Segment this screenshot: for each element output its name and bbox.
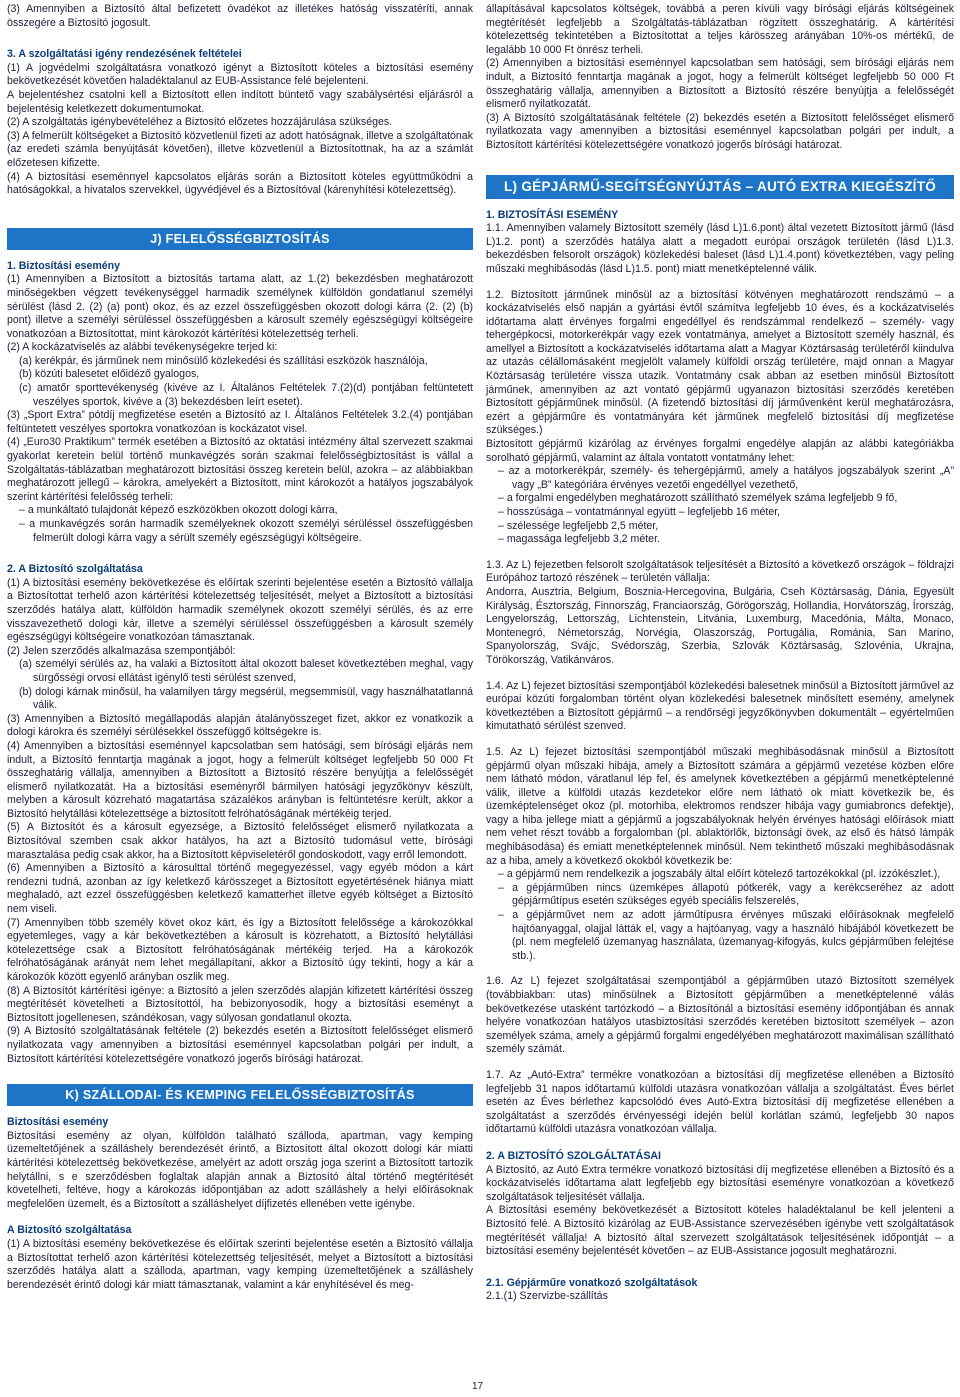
k-title: Biztosítási esemény: [7, 1116, 109, 1129]
j1-d1: – a munkáltató tulajdonát képező eszközökben okozott dologi kárra,: [19, 504, 338, 517]
k-p1: Biztosítási esemény az olyan, külföldön található szálloda, apartman, vagy kemping üzemeltetőjének a szálláshely berendezését érintő, a Biztosított által okozott dologi kár miatti kártérítési kötelezettség bekövetkezése, amelyért az adott ország joga szerint a Biztosított tartozik helytállni, s e szerződésben foglaltak alapján annak a Biztosító által történő megtérítését követelheti, feltéve, hogy a károkozás időpontjában az adott szálláshely a helyi előírásoknak megfelelően üzemelt, és a Biztosított a szálláshelyet díjfizetés ellenében vette igénybe.: [7, 1129, 473, 1210]
l12-d5: – magassága legfeljebb 3,2 méter.: [498, 533, 660, 546]
j1-p2: (2) A kockázatviselés az alábbi tevékenységekre terjed ki:: [7, 341, 278, 354]
j1-a: (a) kerékpár, és járműnek nem minősülő közlekedési és szállítási eszközök használója,: [19, 354, 428, 367]
j2-title: 2. A Biztosító szolgáltatása: [7, 563, 143, 576]
j2-p9: (9) A Biztosító szolgáltatásának feltétele (2) bekezdés esetén a Biztosított felelősséget elismerő nyilatkozata vagy amennyiben a biztosítási eseménnyel kapcsolatban polgári per indult, a Biztosított kártérítési kötelezettségére vonatkozó jogerős bírósági határozat.: [7, 1025, 473, 1065]
section-l-banner: L) GÉPJÁRMŰ-SEGÍTSÉGNYÚJTÁS – AUTÓ EXTRA KIEGÉSZÍTŐ TERMÉK: [486, 175, 954, 199]
l2-p2: A Biztosítási esemény bekövetkezését a Biztosított köteles haladéktalanul be kell jelenteni a Biztosító felé. A Biztosító kizárólag az EUB-Assistance szervezésében igénybe vett szolgáltatások megtérítését vállalja! A biztosító által szervezett szolgáltatások teljesítésének időpontját – a biztosítási esemény bejelentését követően – az EUB-Assistance jogosult meghatározni.: [486, 1204, 954, 1258]
j1-p4: (4) „Euro30 Praktikum” termék esetében a Biztosító az oktatási intézmény által szervezett szakmai gyakorlat keretein belül történő munkavégzés során szakmai felelősségbiztosítást is vállal a Szolgáltatás-táblázatban meghatározott biztosítási összeg keretein belül, azokra – az alábbiakban meghatározott jellegű – károkra, amelyekért a Biztosított, mint károkozót a hatályos jogszabályok szerint kártérítési felelősség terheli:: [7, 436, 473, 503]
k2-title: A Biztosító szolgáltatása: [7, 1224, 132, 1237]
left-column: [7, 0, 473, 1292]
l21-title: 2.1. Gépjárműre vonatkozó szolgáltatások: [486, 1276, 698, 1289]
l2-title: 2. A BIZTOSÍTÓ SZOLGÁLTATÁSAI: [486, 1149, 661, 1162]
j2-p6: (6) Amennyiben a Biztosító a károsulttal történő megegyezéssel, vagy egyéb módon a kárt rendezni tudná, azonban az így keletkező kárösszeget a Biztosított egyetértésének hiánya miatt meghaladó, azt ezzel összefüggésben keletkező kamatterhet illetve egyéb költséget a Biztosító nem viseli.: [7, 862, 473, 916]
l11: 1.1. Amennyiben valamely Biztosított személy (lásd L)1.6.pont) által vezetett Biztosított jármű (lásd L)1.2. pont) a szerződés hatálya alatt a megadott európai országok területén (lásd L)1.3. bekezdésben felsorolt országok) közlekedési baleset (lásd L)1.4.pont) következtében, vagy peling műszaki meghibásodás (lásd L)1.5. pont) miatt menetképtelenné válik.: [486, 222, 954, 275]
k2-p1: (1) A biztosítási esemény bekövetkezése és előírtak szerinti bejelentése esetén a Biztosító vállalja a Biztosítottat terhelő azon kártérítési kötelezettség teljesítését, melyet a Biztosított a biztosítási szerződés hatálya alatt a szálloda, apartman, vagy kemping üzemeltetőjének a szálláshely berendezését érintő dologi kár miatt támasztanak, valamint a kár enyhítésével és meg-: [7, 1237, 473, 1291]
s3-p1b: A bejelentéshez csatolni kell a Biztosított ellen indított büntető vagy szabálysértési eljárásról a bejelentésig keletkezett dokumentumokat.: [7, 88, 473, 115]
l12b: Biztosított gépjármű kizárólag az érvényes forgalmi engedélye alapján az alábbi kategóriákba sorolható gépjármű, valamint az általa vontatott vontatmány lehet:: [486, 438, 954, 464]
section-3-title: 3. A szolgáltatási igény rendezésének feltételei: [7, 48, 242, 61]
s3-p4: (4) A biztosítási eseménnyel kapcsolatos eljárás során a Biztosított köteles együttműködni a hatóságokkal, a hivatalos szervekkel, ügyvédjével és a Biztosítóval (kárenyhítési kötelezettség).: [7, 170, 473, 197]
j1-p1: (1) Amennyiben a Biztosított a biztosítás tartama alatt, az 1.(2) bekezdésben meghatározott minőségekben végzett tevékenységgel harmadik személynek külföldön gondatlanul személyi sérülést (lásd 2. (2) (a) pont) okoz, és az ezzel összefüggésben okozott dologi kárra (2. (2) (b) pont) illetve a személyi sérüléssel összefüggésben a károsult személy egészségügyi költségeire vonatkozóan a Biztosítottat, mint károkozót kártérítési kötelezettség terheli.: [7, 273, 473, 340]
page-number: 17: [472, 1381, 484, 1392]
l16: 1.6. Az L) fejezet szolgáltatásai szempontjából a gépjárműben utazó Biztosított személyek (továbbiakban: utas) minősülnek a Biztosított gépjárműben a menetképtelenné válás bekövetkezése utasként tartózkodó – a Biztosítónál a biztosítási esemény időpontjában és annak helyére vonatkozóan hatályos utasbiztosítási szerződés keretében biztosított személyek – azon személyek száma, amely a gépjármű forgalmi engedélyében meghatározott maximálisan szállítható személy számát.: [486, 975, 954, 1056]
l14: 1.4. Az L) fejezet biztosítási szempontjából közlekedési balesetnek minősül a Biztosított járművel az európai közúti forgalomban történt olyan közlekedési balesetnek minősített esemény, amelynek következtében a Biztosított gépjármű – a rendőrségi jegyzőkönyvben dokumentált – egyértelműen kimutatható sérülést szenved.: [486, 679, 954, 733]
section-j-banner: J) FELELŐSSÉGBIZTOSÍTÁS: [7, 228, 473, 250]
j2-p4: (4) Amennyiben a biztosítási eseménnyel kapcsolatban sem hatósági, sem bírósági eljárás nem indult, a Biztosító fenntartja magának a jogot, hogy a felmerült költséget legfeljebb 50 000 Ft összeghatárig vállalja, amennyiben a Biztosított a Biztosító részére benyújtja a felelősségét elismerő nyilatkozatát. Ha a biztosítási eseményről bármilyen hatósági jegyzőkönyv készült, melyben a károsult közreható magatartása százalékos arányban is feltüntetésre került, akkor a Biztosító helytállási kötelezettsége a biztosított felróhatóságának mértékéig terjed.: [7, 739, 473, 820]
l15: 1.5. Az L) fejezet biztosítási szempontjából műszaki meghibásodásnak minősül a Biztosított gépjármű olyan műszaki hibája, amely a Biztosított számára a gépjármű vezetése közben előre nem látható módon, váratlanul lép fel, és amelynek következtében a gépjármű menetképtelenné válik, illetve a külföldi utazás kezdetekor előre nem látható ok miatt következik be, és üzemképtelenséget okoz (pl. motorhiba, elektromos rendszer hibája vagy gumiabroncs defektje), vagy a hiba jellege miatt a gépjármű a jogszabályoknak helyén érvényes hatósági előírások miatt nem vehet részt tovább a forgalomban (pl. ablaktörlők, biztonsági övek, az első és hátsó lámpák meghibásodása) és emiatt menetképtelennek minősül. Nem tekinthető műszaki meghibásodásnak az a hiba, amely a következő okokból következik be:: [486, 745, 954, 867]
j1-b: (b) közúti balesetet előidéző gyalogos,: [19, 368, 200, 381]
right-column: [486, 0, 954, 1304]
j2-p8: (8) A Biztosítót kártérítési igénye: a Biztosító a jelen szerződés alapján kifizetett kártérítési összeg megtérítését követelheti a Biztosítottól, ha bebizonyosodik, hogy a biztosítási eseményt a Biztosított jogellenesen, szándékosan, vagy súlyosan gondatlanul okozta.: [7, 984, 473, 1024]
l15-d1: – a gépjármű nem rendelkezik a jogszabály által előírt kötelező tartozékokkal (pl. izzókészlet.),: [498, 868, 941, 881]
l12: 1.2. Biztosított járműnek minősül az a biztosítási kötvényen meghatározott rendszámú – a kockázatviselés első napján a gyártási évtől számítva legfeljebb 10 éves, és a kockázatviselés időtartama alatt érvényes forgalmi engedéllyel és rendszámmal rendelkező – személy- vagy tehergépkocsi, motorkerékpár vagy ezek vontatmánya, amelyet a Biztosított személy használ, és amellyel a Biztosított a kockázatviselés időtartama alatt a Magyar Köztársaság területéről kiindulva az utazás célállomásaként megjelölt valamely külföldi ország területére, majd onnan a Magyar Köztársaság területére vissza utazik. Vontatmány csak abban az esetben minősül Biztosított járműnek, amennyiben az azt vontató gépjármű ugyanazon biztosítási szerződés keretében Biztosított gépjárműnek minősül. (A fizetendő biztosítási díj járművenként kerül meghatározásra, ezért a gépjárműre és vontatmányára két járműnek megfelelő biztosítási díj megfizetése szükséges.): [486, 288, 954, 437]
l17: 1.7. Az „Autó-Extra” termékre vonatkozóan a biztosítási díj megfizetése ellenében a Biztosító legfeljebb 31 napos időtartamú külföldi utazásra vonatkozóan vállalja a szolgáltatást. Éves bérlet esetén az Éves bérlethez kapcsolódó éves Autó-Extra biztosítási díj megfizetése ellenében a szolgáltatást a szerződés érvényességi idején belül korlátlan számú, legfeljebb 30 napos időtartamú külföldi utazásra vonatkozóan vállalja.: [486, 1068, 954, 1136]
l15-d3: – a gépjárművet nem az adott járműtípusra érvényes műszaki előírásoknak megfelelő hajtóanyaggal, olajjal látták el, vagy a hajtóanyag, vagy a használó hibájából következett be (pl. nem megfelelő üzemanyag használata, üzemanyag-kifogyás, kulcs gépjárműben felejtése stb.).: [498, 909, 954, 962]
top-item: (3) Amennyiben a Biztosító által befizetett óvadékot az illetékes hatóság visszatéríti, annak összegére a Biztosító jogosult.: [7, 3, 473, 29]
j2-p3: (3) Amennyiben a Biztosító megállapodás alapján átalányösszeget fizet, akkor ez vonatkozik a dologi károkra és személyi sérülésekkel összefüggő költségekre is.: [7, 712, 473, 739]
l12-d1: – az a motorkerékpár, személy- és tehergépjármű, amely a hatályos jogszabályok szerint „A” vagy „B” kategóriára érvényes vezetői engedéllyel vezethető,: [498, 465, 954, 491]
j1-p3: (3) „Sport Extra” pótdíj megfizetése esetén a Biztosító az I. Általános Feltételek 3.2.(4) pontjában feltüntetett veszélyes sportokra vonatkozóan is kockázatot visel.: [7, 409, 473, 435]
j1-c: (c) amatőr sporttevékenység (kivéve az I. Általános Feltételek 7.(2)(d) pontjában feltüntetett veszélyes sportok, kivéve a (3) bekezdésben leírt esetet).: [19, 382, 473, 408]
s3-p1: (1) A jogvédelmi szolgáltatásra vonatkozó igényt a Biztosított köteles a biztosítási esemény bekövetkezését követően haladéktalanul az EUB-Assistance felé bejelenteni.: [7, 61, 473, 88]
l12-d2: – a forgalmi engedélyben meghatározott szállítható személyek száma legfeljebb 9 fő,: [498, 492, 898, 505]
l1-title: 1. BIZTOSÍTÁSI ESEMÉNY: [486, 208, 619, 221]
l12-d3: – hosszúsága – vontatmánnyal együtt – legfeljebb 16 méter,: [498, 506, 781, 518]
j2-a: (a) személyi sérülés az, ha valaki a Biztosított által okozott baleset következtében meghal, vagy sürgősségi orvosi ellátást igénylő testi sérülést szenved,: [19, 658, 473, 684]
s3-p2: (2) A szolgáltatás igénybevételéhez a Biztosító előzetes hozzájárulása szükséges.: [7, 116, 393, 129]
l211: 2.1.(1) Szervizbe-szállítás: [486, 1290, 608, 1303]
j1-title: 1. Biztosítási esemény: [7, 259, 121, 272]
l13b: Andorra, Ausztria, Belgium, Bosznia-Hercegovina, Bulgária, Cseh Köztársaság, Dánia, Egyesült Királyság, Észtország, Finnország, Franciaország, Görögország, Hollandia, Horvátország, Írország, Lengyelország, Lettország, Lichtenstein, Litvánia, Luxemburg, Macedónia, Málta, Monaco, Montenegró, Németország, Norvégia, Olaszország, Portugália, Románia, San Marino, Spanyolország, Svájc, Svédország, Szerbia, Szlovák Köztársaság, Szlovénia, Ukrajna, Törökország, Vatikánváros.: [486, 585, 954, 666]
j2-p5: (5) A Biztosítót és a károsult egyezsége, a Biztosító felelősséget elismerő nyilatkozata a Biztosítóval szemben csak akkor hatályos, ha azt a Biztosító tudomásul vette, bírósági marasztalása pedig csak akkor, ha a Biztosított képviseletéről gondoskodott, vagy erről lemondott.: [7, 821, 473, 861]
j1-d2: – a munkavégzés során harmadik személyeknek okozott személyi sérüléssel összefüggésben felmerült dologi kárra vagy a sérült személy egészségügyi költségeire.: [19, 518, 473, 544]
r-p3: (3) A Biztosító szolgáltatásának feltétele (2) bekezdés esetén a Biztosított felelősséget elismerő nyilatkozata vagy amennyiben a biztosítási eseménnyel kapcsolatban polgári per indult, a Biztosított kártérítési kötelezettségére vonatkozó jogerős bírósági határozat.: [486, 111, 954, 151]
l13: 1.3. Az L) fejezetben felsorolt szolgáltatások teljesítését a Biztosító a következő országok – földrajzi Európához tartozó részének – területén vállalja:: [486, 558, 954, 585]
j2-p7: (7) Amennyiben több személy követ okoz kárt, és így a Biztosított felelőssége a károkozókkal egyetemleges, vagy a kár bekövetkeztében a károsult is közrehatott, a Biztosító helytállási kötelezettsége csak a Biztosított felróhatóságának mértékéig terjed. Ha a károkozók felróhatóságának arányát nem lehet megállapítani, akkor a Biztosító úgy tekinti, hogy a kár a károkozók között egyenlő arányban oszlik meg.: [7, 916, 473, 983]
j2-p2: (2) Jelen szerződés alkalmazása szempontjából:: [7, 644, 236, 657]
r-p0: állapításával kapcsolatos költségek, továbbá a peren kívüli vagy bírósági eljárás költségeinek megtérítését legfeljebb a Szolgáltatás-táblázatban rögzített összeghatárig. A kártérítési kötelezettség tekintetében a Biztosítottat a teljes kárösszeg arányában 10%-os mértékű, de legalább 10 000 Ft önrész terheli.: [486, 3, 954, 56]
l2-p1: A Biztosító, az Autó Extra termékre vonatkozó biztosítási díj megfizetése ellenében a Biztosító és a kockázatviselés időtartama alatt legfeljebb egy biztosítási eseményre vonatkozóan a következő szolgáltatások teljesítését vállalja.: [486, 1163, 954, 1203]
j2-b: (b) dologi kárnak minősül, ha valamilyen tárgy megsérül, megsemmisül, vagy használhatatlanná válik.: [19, 685, 473, 712]
section-k-banner: K) SZÁLLODAI- ÉS KEMPING FELELŐSSÉGBIZTOSÍTÁS: [7, 1084, 473, 1106]
r-p2: (2) Amennyiben a biztosítási eseménnyel kapcsolatban sem hatósági, sem bírósági eljárás nem indult, a Biztosító fenntartja magának a jogot, hogy a felmerült költséget legfeljebb 50 000 Ft összeghatárig vállalja, amennyiben a Biztosított a Biztosító részére benyújtja a felelősségét elismerő nyilatkozatát.: [486, 57, 954, 111]
l12-d4: – szélessége legfeljebb 2,5 méter,: [498, 519, 659, 532]
j2-p1: (1) A biztosítási esemény bekövetkezése és előírtak szerinti bejelentése esetén a Biztosító vállalja a Biztosítottat terhelő azon kártérítési kötelezettség teljesítését, melyet a Biztosított a biztosítási szerződés hatálya alatt, külföldön harmadik személynek okozott személyi sérülés, és az erre visszavezethető dologi kár, illetve a személyi sérüléssel összefüggésben a károsult személy egészségügyi költségeire vonatkozóan támasztanak.: [7, 576, 473, 644]
s3-p3: (3) A felmerült költségeket a Biztosító közvetlenül fizeti az adott hatóságnak, illetve a szolgáltatónak (az eredeti számla benyújtását követően), illetve közvetlenül a Biztosítottnak, ha az a számlát előzetesen kifizette.: [7, 129, 473, 169]
l15-d2: – a gépjárműben nincs üzemképes állapotú pótkerék, vagy a kerékcseréhez az adott gépjárműtípus esetén szükséges egyéb speciális felszerelés,: [498, 881, 954, 908]
